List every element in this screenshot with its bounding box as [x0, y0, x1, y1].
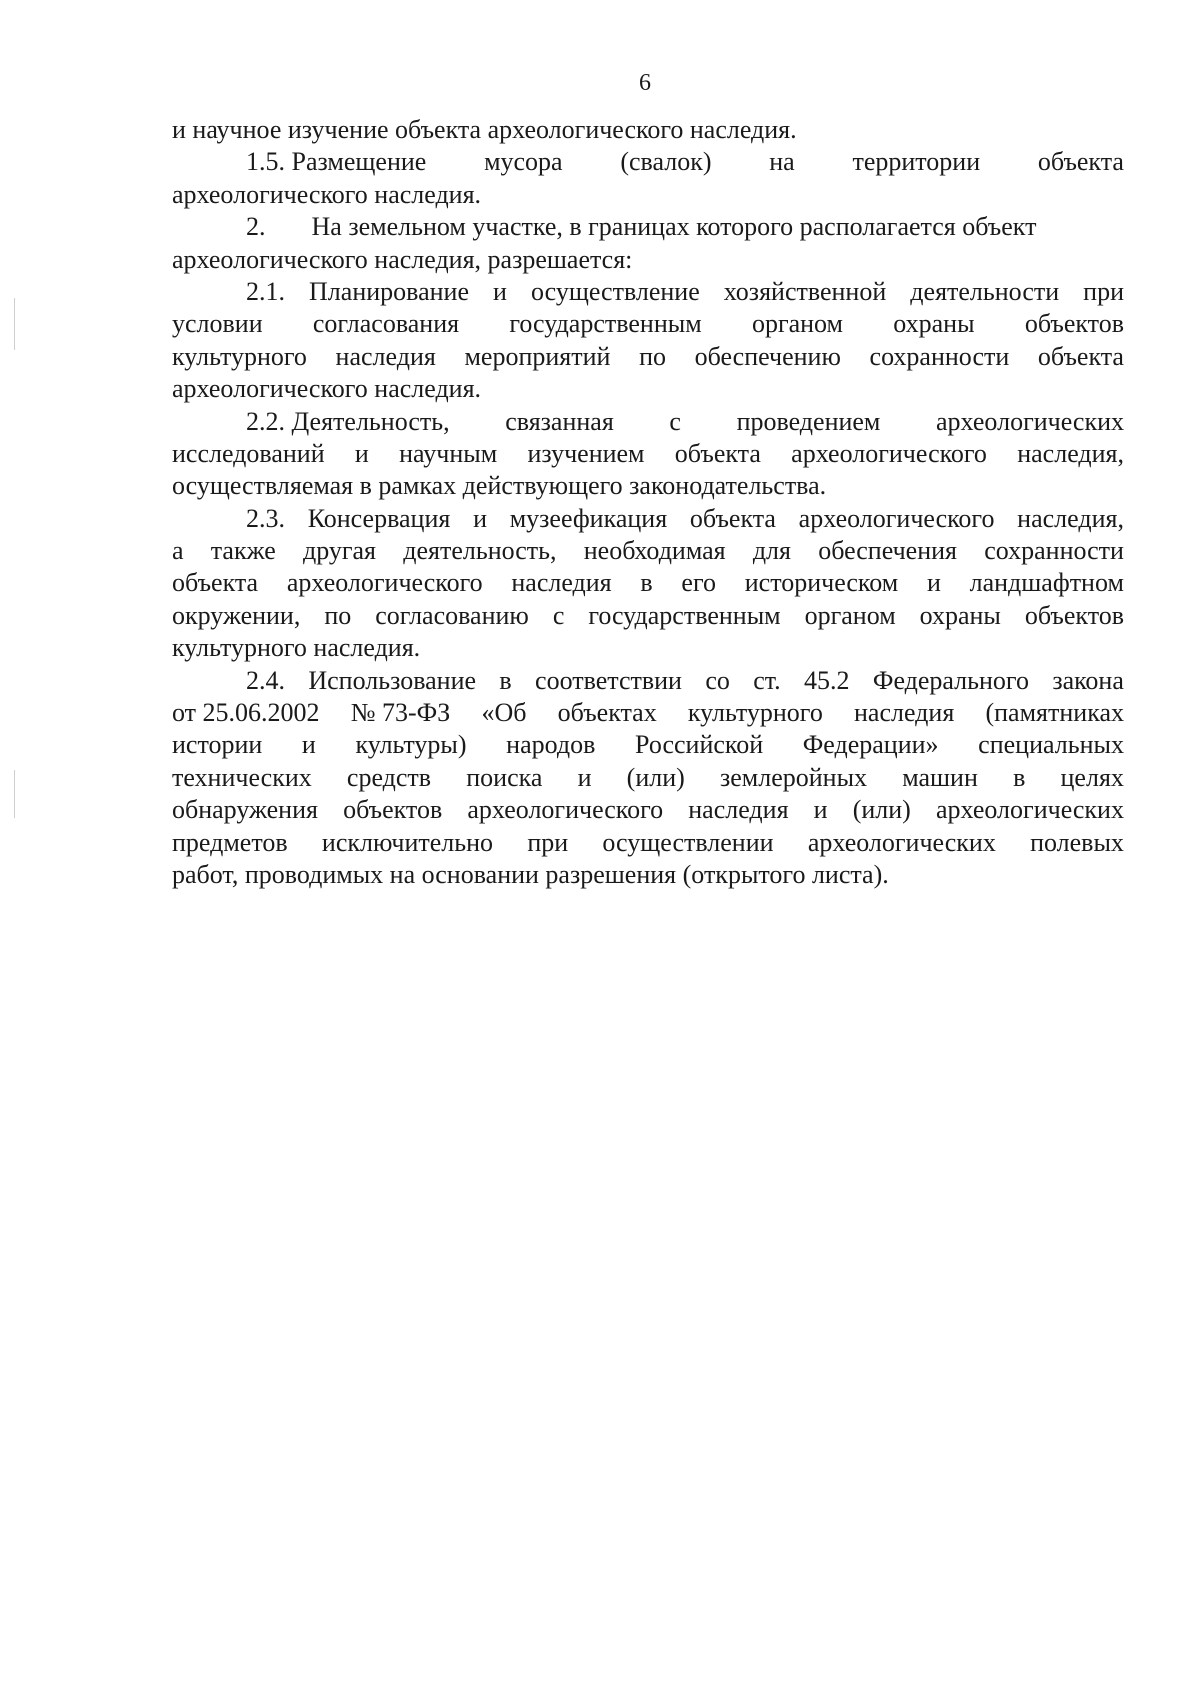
word: по	[324, 600, 352, 630]
word: обеспечению	[694, 341, 841, 371]
word: объекта	[674, 438, 761, 468]
word: деятельности	[910, 276, 1060, 306]
word: (или)	[852, 795, 911, 825]
word: со	[705, 665, 730, 695]
text-run: археологического наследия, разрешается:	[172, 244, 633, 274]
word: государственным	[588, 600, 781, 630]
word: проведением	[736, 406, 881, 436]
word: технических	[172, 762, 312, 792]
word: в	[499, 665, 512, 695]
word: 1.5. Размещение	[246, 147, 427, 177]
word: объектов	[343, 795, 443, 825]
word: (свалок)	[620, 147, 712, 177]
text-run: работ, проводимых на основании разрешения (открытого листа).	[172, 859, 889, 889]
word: (или)	[626, 762, 685, 792]
text-line	[172, 729, 1124, 761]
word: объекта	[689, 503, 776, 533]
paragraph-2-2-line	[172, 406, 1124, 438]
text-run: археологического наследия.	[172, 374, 482, 404]
word: ландшафтном	[969, 568, 1124, 598]
word: закона	[1052, 665, 1124, 695]
word: объектов	[1024, 309, 1124, 339]
word: осуществление	[530, 276, 700, 306]
word: объекта	[172, 568, 259, 598]
word: наследия	[854, 698, 955, 728]
word: археологического	[467, 795, 664, 825]
word: культуры)	[355, 730, 467, 760]
word: археологических	[935, 795, 1124, 825]
word: окружении,	[172, 600, 301, 630]
word: археологических	[936, 406, 1124, 436]
word: в	[1013, 762, 1026, 792]
word: наследия	[688, 795, 789, 825]
word: 45.2	[804, 665, 850, 695]
word: при	[1083, 276, 1124, 306]
text-line	[172, 341, 1124, 373]
word: № 73-ФЗ	[350, 698, 451, 728]
word: в	[640, 568, 653, 598]
item-number: 2.	[246, 212, 266, 242]
word: специальных	[978, 730, 1124, 760]
word: сохранности	[984, 536, 1124, 566]
text-run: осуществляемая в рамках действующего законодательства.	[172, 471, 827, 501]
word: наследия,	[1017, 503, 1124, 533]
word: Федерального	[872, 665, 1029, 695]
word: органом	[751, 309, 844, 339]
text-line	[172, 179, 1124, 211]
text-line	[172, 859, 1124, 891]
word: и	[926, 568, 941, 598]
word: связанная	[505, 406, 614, 436]
word: «Об	[481, 698, 527, 728]
text-run: и научное изучение объекта археологического наследия.	[172, 115, 797, 144]
word: при	[527, 827, 569, 857]
document-body	[172, 114, 1124, 891]
word: согласования	[312, 309, 460, 339]
word: и	[301, 730, 316, 760]
word: Использование	[308, 665, 477, 695]
word: (памятниках	[985, 698, 1124, 728]
text-line	[172, 535, 1124, 567]
word: деятельность,	[403, 536, 557, 566]
word: 2.1.	[246, 276, 285, 306]
word: и	[354, 438, 369, 468]
text-run: культурного наследия.	[172, 633, 421, 663]
word: мероприятий	[464, 341, 611, 371]
word: археологического	[798, 503, 995, 533]
word: музеефикация	[509, 503, 668, 533]
word: археологического	[286, 568, 483, 598]
word: охраны	[919, 600, 1001, 630]
word: наследия	[511, 568, 612, 598]
word: и	[813, 795, 828, 825]
word: от 25.06.2002	[172, 698, 320, 728]
word: охраны	[893, 309, 975, 339]
word: хозяйственной	[723, 276, 887, 306]
word: исследований	[172, 438, 325, 468]
paragraph-2-3-line	[172, 503, 1124, 535]
text-line	[172, 697, 1124, 729]
word: истории	[172, 730, 263, 760]
word: необходимая	[583, 536, 726, 566]
word: объекта	[1037, 147, 1124, 177]
word: его	[681, 568, 716, 598]
text-line	[172, 438, 1124, 470]
word: на	[769, 147, 795, 177]
word: территории	[852, 147, 981, 177]
word: обнаружения	[172, 795, 318, 825]
word: согласованию	[375, 600, 529, 630]
word: наследия,	[1017, 438, 1124, 468]
scan-artifact	[14, 298, 15, 350]
text-line	[172, 567, 1124, 599]
word: и	[577, 762, 592, 792]
word: ст.	[753, 665, 781, 695]
paragraph-2-1-line	[172, 276, 1124, 308]
word: по	[639, 341, 666, 371]
word: средств	[346, 762, 432, 792]
word: сохранности	[869, 341, 1010, 371]
word: объекта	[1037, 341, 1124, 371]
text-run: археологического наследия.	[172, 179, 482, 209]
word: 2.2. Деятельность,	[246, 406, 450, 436]
word: научным	[399, 438, 498, 468]
word: предметов	[172, 827, 288, 857]
word: с	[552, 600, 565, 630]
word: целях	[1060, 762, 1124, 792]
text-line	[172, 632, 1124, 664]
text-line	[172, 308, 1124, 340]
word: а	[172, 536, 184, 566]
page-number: 6	[639, 70, 651, 96]
word: Федерации»	[802, 730, 939, 760]
scan-artifact	[14, 770, 15, 818]
word: 2.3.	[246, 503, 285, 533]
word: наследия	[335, 341, 436, 371]
word: поиска	[466, 762, 543, 792]
word: для	[752, 536, 791, 566]
word: объектов	[1024, 600, 1124, 630]
word: машин	[902, 762, 978, 792]
word: историческом	[744, 568, 899, 598]
word: исключительно	[321, 827, 494, 857]
text-line	[172, 470, 1124, 502]
word: Планирование	[309, 276, 469, 306]
word: осуществлении	[602, 827, 774, 857]
word: народов	[506, 730, 596, 760]
word: органом	[804, 600, 896, 630]
paragraph-1-5-line	[172, 146, 1124, 178]
word: изучением	[527, 438, 645, 468]
word: мусора	[484, 147, 563, 177]
word: объектах	[557, 698, 657, 728]
text-line	[172, 244, 1124, 276]
text-line	[172, 794, 1124, 826]
word: археологического	[791, 438, 987, 468]
word: и	[473, 503, 487, 533]
text-line	[172, 762, 1124, 794]
word: археологических	[807, 827, 996, 857]
text-line	[172, 600, 1124, 632]
word: Российской	[635, 730, 764, 760]
word: и	[493, 276, 507, 306]
word: соответствии	[535, 665, 682, 695]
word: землеройных	[719, 762, 868, 792]
word: с	[669, 406, 681, 436]
word: также	[210, 536, 276, 566]
word: Консервация	[307, 503, 451, 533]
word: 2.4.	[246, 665, 285, 695]
text-line	[172, 827, 1124, 859]
word: другая	[302, 536, 377, 566]
paragraph-2-line	[172, 211, 1124, 243]
text-run: На земельном участке, в границах которого располагается объект	[311, 212, 1037, 242]
text-line	[172, 114, 1124, 146]
word: полевых	[1030, 827, 1124, 857]
word: культурного	[687, 698, 823, 728]
text-line	[172, 373, 1124, 405]
word: обеспечения	[818, 536, 958, 566]
word: культурного	[172, 341, 307, 371]
word: государственным	[509, 309, 702, 339]
paragraph-2-4-line	[172, 665, 1124, 697]
word: условии	[172, 309, 263, 339]
